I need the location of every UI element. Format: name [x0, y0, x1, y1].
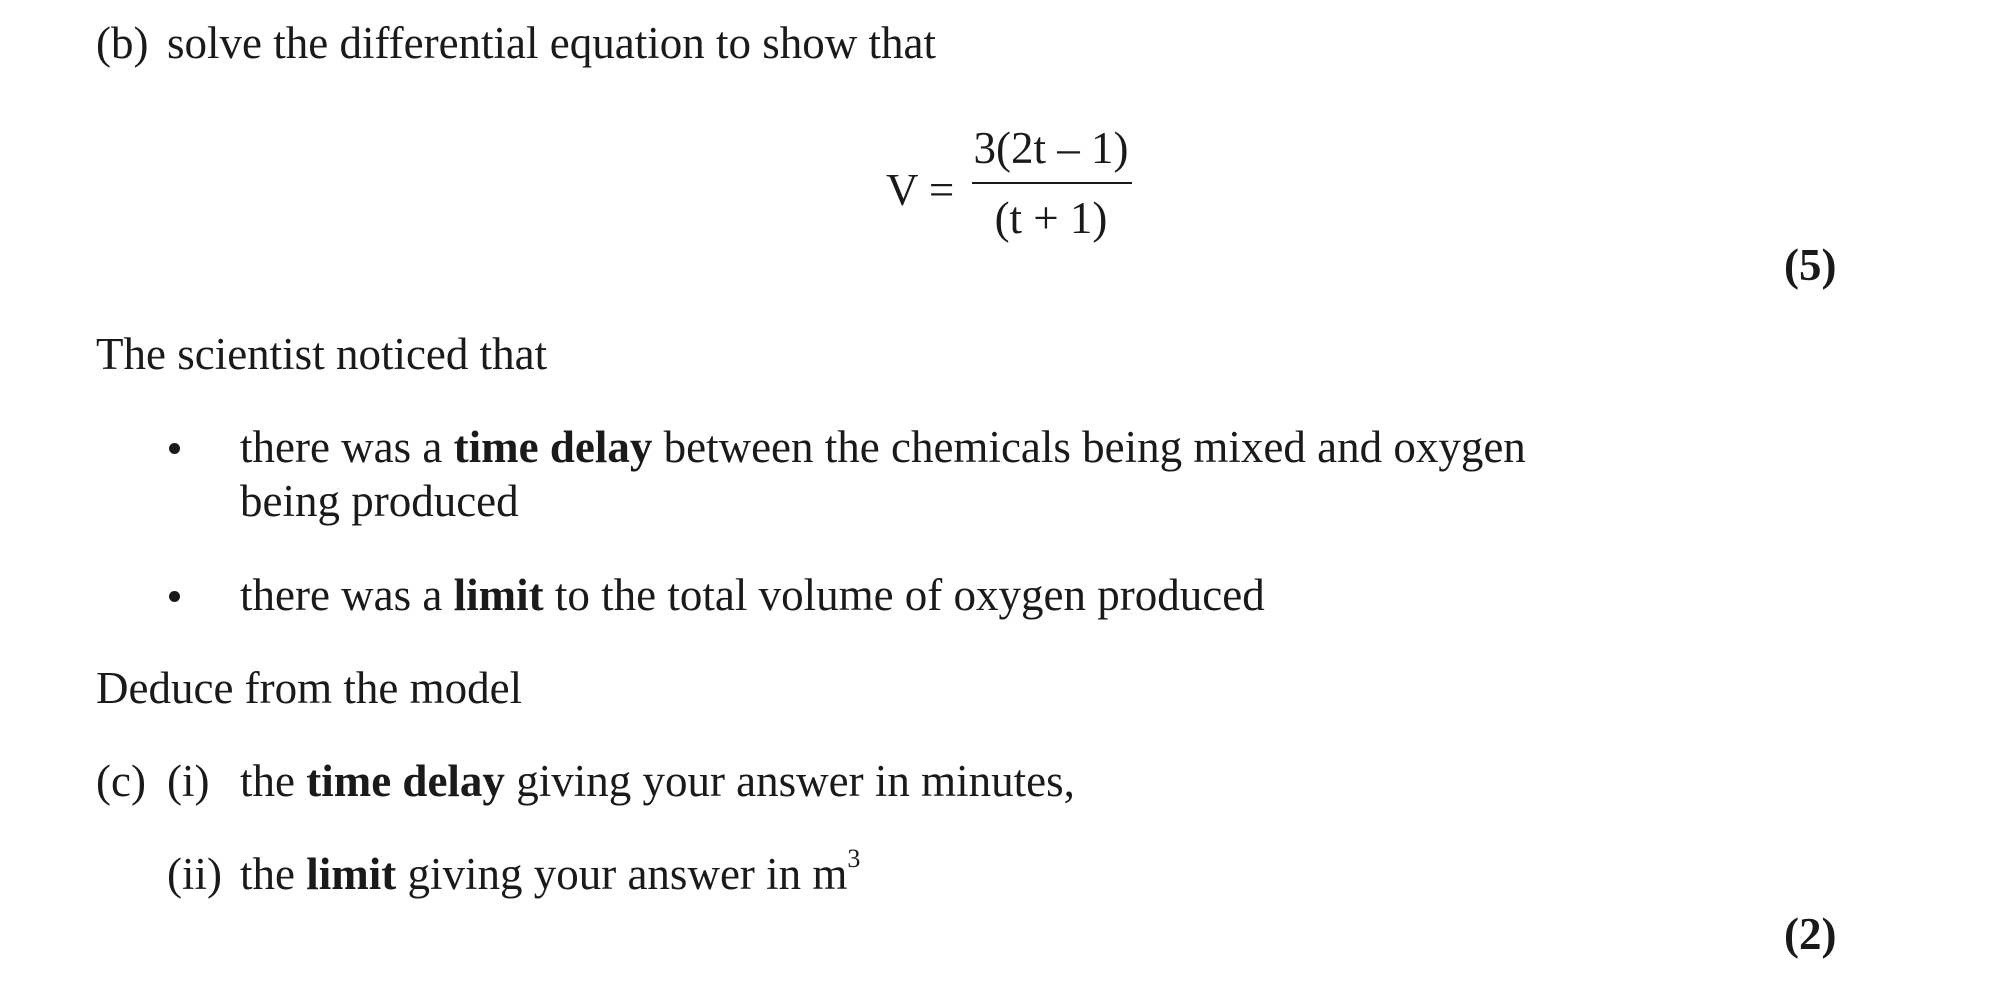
bullet-1-pre: there was a — [240, 422, 443, 472]
bullet-1-line-1 — [240, 422, 1526, 472]
part-c-ii-text — [240, 844, 861, 899]
part-c-marks: (2) — [1784, 909, 1837, 959]
part-c-ii-bold: limit — [306, 849, 397, 899]
bullet-1-post: between the chemicals being mixed and oxygen — [663, 422, 1526, 472]
fraction-bar — [972, 182, 1132, 184]
part-c-label: (c) — [96, 756, 146, 806]
part-b-instruction: solve the differential equation to show that — [167, 18, 936, 68]
intro-text: The scientist noticed that — [96, 329, 548, 379]
bullet-2-post: to the total volume of oxygen produced — [554, 570, 1265, 620]
equation-denominator: (t + 1) — [994, 193, 1108, 243]
bullet-2-pre: there was a — [240, 570, 443, 620]
part-c-i-label: (i) — [167, 756, 210, 806]
part-c-i-pre: the — [240, 756, 295, 806]
part-c-i-post: giving your answer in minutes, — [516, 756, 1075, 806]
bullet-2-line — [240, 570, 1265, 620]
part-c-ii-post: giving your answer in m — [407, 849, 848, 899]
part-c-i-bold: time delay — [306, 756, 505, 806]
unit-exponent: 3 — [847, 844, 861, 873]
part-b-label: (b) — [96, 18, 149, 68]
part-c-ii-label: (ii) — [167, 849, 222, 899]
part-b-marks: (5) — [1784, 240, 1837, 290]
bullet-1-line-2: being produced — [240, 476, 519, 526]
deduce-text: Deduce from the model — [96, 663, 523, 713]
part-c-ii-pre: the — [240, 849, 295, 899]
equation-numerator: 3(2t – 1) — [973, 123, 1129, 173]
equation-lhs-text: V = — [886, 165, 955, 215]
bullet-2-marker — [169, 591, 180, 602]
part-c-i-text — [240, 756, 1075, 806]
bullet-2-bold: limit — [453, 570, 544, 620]
bullet-1-marker — [169, 443, 180, 454]
equation-lhs — [886, 165, 955, 215]
bullet-1-bold: time delay — [453, 422, 653, 472]
